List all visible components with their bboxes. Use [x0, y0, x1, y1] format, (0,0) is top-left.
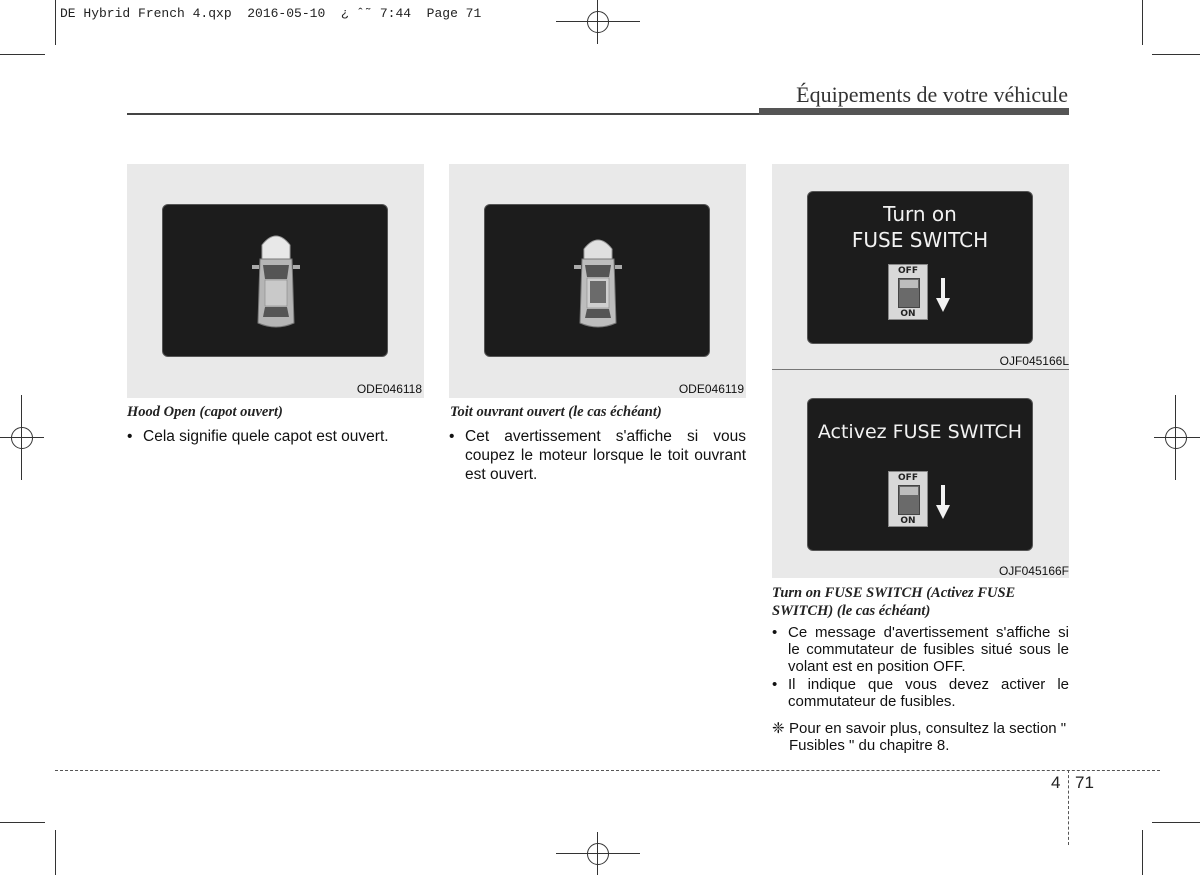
bullet-text: Ce message d'avertissement s'affiche si le commutateur de fusibles situé sous le volant est en position OFF. — [788, 624, 1069, 675]
page-number: 71 — [1075, 773, 1094, 792]
crop-mark-bottom-right-v — [1142, 830, 1143, 875]
bullet-marker: • — [772, 676, 778, 693]
section-title: Équipements de votre véhicule — [796, 82, 1068, 107]
figure-code: ODE046119 — [678, 382, 744, 396]
bullet-sunroof-open — [449, 427, 746, 484]
header-rule-bold — [759, 108, 1069, 115]
bullet-marker: • — [449, 428, 455, 445]
caption-sunroof-open: Toit ouvrant ouvert (le cas échéant) — [450, 404, 662, 420]
crop-mark-top-right-v — [1142, 0, 1143, 45]
note-text: Pour en savoir plus, consultez la section " Fusibles " du chapitre 8. — [789, 720, 1067, 754]
screen-message-line2: FUSE SWITCH — [851, 228, 989, 252]
bullet-text: Cela signifie quele capot est ouvert. — [143, 428, 389, 445]
print-file-info: DE Hybrid French 4.qxp 2016-05-10 ¿ ˆ˜ 7:44 Page 71 — [60, 6, 482, 21]
cluster-screen — [484, 204, 710, 357]
switch-on-label: ON — [900, 309, 916, 319]
cluster-screen — [807, 398, 1033, 551]
arrow-down-icon — [936, 485, 950, 519]
cluster-screen — [162, 204, 388, 357]
crop-mark-top-left-h — [0, 54, 45, 55]
footer-dashed-rule — [55, 770, 1160, 771]
bullet-fuse-2 — [772, 676, 1069, 710]
car-top-view-sunroof-open-icon — [568, 227, 628, 337]
registration-circle-left — [11, 427, 33, 449]
bullet-text: Cet avertissement s'affiche si vous coupez le moteur lorsque le toit ouvrant est ouvert. — [465, 428, 746, 483]
switch-off-label: OFF — [898, 266, 918, 276]
figure-sunroof-open — [449, 164, 746, 398]
figure-code: OJF045166F — [998, 564, 1069, 578]
crop-mark-bottom-right-h — [1152, 822, 1200, 823]
caption-hood-open: Hood Open (capot ouvert) — [127, 404, 283, 420]
figure-fuse-switch-english — [772, 164, 1069, 369]
car-top-view-hood-open-icon — [246, 227, 306, 337]
crop-mark-top-left-v — [55, 0, 56, 45]
switch-knob — [900, 280, 918, 288]
bullet-marker: • — [772, 624, 778, 641]
bullet-text: Il indique que vous devez activer le commutateur de fusibles. — [788, 676, 1069, 710]
switch-slot — [898, 485, 920, 515]
figure-code: ODE046118 — [356, 382, 422, 396]
registration-circle-right — [1165, 427, 1187, 449]
bullet-hood-open — [127, 427, 424, 446]
switch-off-label: OFF — [898, 473, 918, 483]
arrow-down-icon — [936, 278, 950, 312]
switch-knob — [900, 487, 918, 495]
chapter-number: 4 — [1051, 773, 1061, 792]
crop-mark-bottom-left-h — [0, 822, 45, 823]
registration-circle-top — [587, 11, 609, 33]
screen-message: Activez FUSE SWITCH — [817, 421, 1023, 443]
figure-hood-open — [127, 164, 424, 398]
cluster-screen — [807, 191, 1033, 344]
crop-mark-top-right-h — [1152, 54, 1200, 55]
header-rule — [127, 113, 759, 115]
switch-slot — [898, 278, 920, 308]
fuse-switch-icon — [888, 264, 928, 320]
bullet-fuse-1 — [772, 624, 1069, 675]
switch-on-label: ON — [900, 516, 916, 526]
screen-message-line1: Turn on — [883, 202, 957, 226]
crop-mark-bottom-left-v — [55, 830, 56, 875]
registration-circle-bottom — [587, 843, 609, 865]
fuse-switch-icon — [888, 471, 928, 527]
bullet-marker: • — [127, 428, 133, 445]
caption-fuse-switch: Turn on FUSE SWITCH (Activez FUSE SWITCH) (le cas échéant) — [772, 585, 1016, 619]
footer-dashed-divider — [1068, 770, 1069, 845]
note-fuse — [772, 720, 1069, 754]
note-symbol-icon: ❈ — [772, 720, 785, 737]
figure-code: OJF045166L — [999, 354, 1069, 368]
figure-fuse-switch-french — [772, 370, 1069, 578]
